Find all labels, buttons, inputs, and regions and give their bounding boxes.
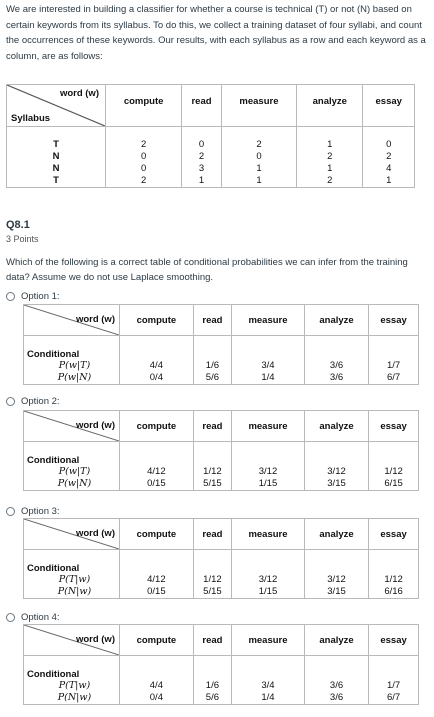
corner-syllabus-label: Syllabus [11, 113, 51, 124]
option-1-radio[interactable] [6, 291, 60, 302]
table-cell: 0/4 [120, 372, 194, 385]
conditional-label: Conditional [24, 562, 120, 574]
table-cell: 0 [221, 151, 296, 163]
intro-text: We are interested in building a classifier for whether a course is technical (T) or not (N) based on certain keywords from its syllabus. To do this, we collect a training dataset of four syllabi, and count the occurrences of these keywords. Our results, with each syllabus as a row and each keyword as a column, are as follows: [6, 4, 426, 62]
table-cell: 5/15 [193, 478, 231, 491]
column-header: analyze [304, 411, 368, 442]
column-header: compute [120, 305, 194, 336]
table-cell: 1 [221, 175, 296, 188]
corner-word-label: word (w) [75, 634, 115, 645]
table-cell: 0 [106, 163, 182, 175]
table-row [7, 139, 415, 151]
column-header: measure [232, 625, 305, 656]
table-cell: 1/6 [193, 680, 231, 692]
column-header: compute [120, 625, 194, 656]
table-cell: 1/15 [232, 478, 305, 491]
column-header: measure [232, 305, 305, 336]
table-corner-cell [24, 625, 120, 656]
prob-label: P(T|w) [24, 574, 120, 586]
table-cell: 2 [221, 139, 296, 151]
table-cell: 5/6 [193, 692, 231, 705]
row-label: N [7, 163, 106, 175]
radio-button-icon[interactable] [6, 397, 15, 406]
prob-label: P(w|N) [24, 372, 120, 385]
column-header: compute [120, 519, 194, 550]
table-cell: 1/7 [369, 680, 419, 692]
table-row [24, 478, 419, 491]
column-header: essay [369, 625, 419, 656]
option-label: Option 4: [21, 612, 60, 623]
table-cell: 1/4 [232, 692, 305, 705]
table-row [7, 175, 415, 188]
table-cell: 3/15 [304, 586, 368, 599]
question-points: 3 Points [6, 234, 39, 244]
column-header: read [193, 305, 231, 336]
table-cell: 2 [297, 151, 363, 163]
column-header: measure [221, 85, 296, 127]
table-row [7, 151, 415, 163]
option-2-table [23, 410, 419, 491]
option-3-radio[interactable] [6, 506, 60, 517]
table-cell: 3/15 [304, 478, 368, 491]
question-text: Which of the following is a correct table of conditional probabilities we can infer from the training data? Assume we do not use Laplace smoothing. [6, 257, 408, 283]
table-cell: 1 [363, 175, 415, 188]
table-cell: 1/6 [193, 360, 231, 372]
training-data-table [6, 84, 415, 188]
prob-label: P(N|w) [24, 692, 120, 705]
table-cell: 5/6 [193, 372, 231, 385]
table-cell: 3/6 [304, 680, 368, 692]
row-label: N [7, 151, 106, 163]
table-cell: 1/12 [369, 574, 419, 586]
table-cell: 1/12 [193, 466, 231, 478]
option-2-radio[interactable] [6, 396, 60, 407]
question-title: Q8.1 [6, 219, 30, 231]
table-row [24, 372, 419, 385]
corner-word-label: word (w) [75, 314, 115, 325]
option-3-table [23, 518, 419, 599]
table-cell: 4/12 [120, 466, 194, 478]
table-cell: 2 [363, 151, 415, 163]
table-cell: 1 [297, 139, 363, 151]
table-cell: 4 [363, 163, 415, 175]
column-header: read [182, 85, 222, 127]
table-cell: 3/4 [232, 360, 305, 372]
table-cell: 5/15 [193, 586, 231, 599]
table-cell: 6/16 [369, 586, 419, 599]
table-cell: 4/12 [120, 574, 194, 586]
table-cell: 3/12 [232, 574, 305, 586]
option-4-table [23, 624, 419, 705]
radio-button-icon[interactable] [6, 507, 15, 516]
table-corner-cell [24, 519, 120, 550]
prob-label: P(N|w) [24, 586, 120, 599]
conditional-label: Conditional [24, 668, 120, 680]
table-cell: 3/6 [304, 372, 368, 385]
column-header: compute [106, 85, 182, 127]
table-corner-cell [7, 85, 106, 127]
table-cell: 1/12 [193, 574, 231, 586]
table-cell: 0 [363, 139, 415, 151]
table-cell: 0/4 [120, 692, 194, 705]
column-header: analyze [304, 625, 368, 656]
table-cell: 1/12 [369, 466, 419, 478]
table-cell: 3/12 [304, 574, 368, 586]
table-cell: 3/6 [304, 692, 368, 705]
column-header: essay [369, 305, 419, 336]
column-header: essay [363, 85, 415, 127]
option-4-radio[interactable] [6, 612, 60, 623]
table-row [24, 360, 419, 372]
column-header: read [193, 519, 231, 550]
table-cell: 3/4 [232, 680, 305, 692]
column-header: analyze [297, 85, 363, 127]
prob-label: P(w|T) [24, 360, 120, 372]
table-cell: 0 [182, 139, 222, 151]
table-cell: 3 [182, 163, 222, 175]
table-cell: 2 [297, 175, 363, 188]
table-cell: 2 [106, 175, 182, 188]
table-corner-cell [24, 305, 120, 336]
table-cell: 3/6 [304, 360, 368, 372]
column-header: measure [232, 411, 305, 442]
table-cell: 0/15 [120, 586, 194, 599]
conditional-label: Conditional [24, 348, 120, 360]
prob-label: P(w|T) [24, 466, 120, 478]
column-header: compute [120, 411, 194, 442]
corner-word-label: word (w) [75, 420, 115, 431]
table-row [24, 680, 419, 692]
column-header: essay [369, 519, 419, 550]
option-label: Option 3: [21, 506, 60, 517]
table-cell: 0/15 [120, 478, 194, 491]
option-label: Option 2: [21, 396, 60, 407]
prob-label: P(w|N) [24, 478, 120, 491]
row-label: T [7, 175, 106, 188]
option-1-table [23, 304, 419, 385]
corner-word-label: word (w) [59, 88, 99, 99]
table-cell: 4/4 [120, 680, 194, 692]
table-cell: 4/4 [120, 360, 194, 372]
row-label: T [7, 139, 106, 151]
table-cell: 1/7 [369, 360, 419, 372]
column-header: measure [232, 519, 305, 550]
table-cell: 0 [106, 151, 182, 163]
table-corner-cell [24, 411, 120, 442]
table-row [24, 692, 419, 705]
column-header: analyze [304, 519, 368, 550]
radio-button-icon[interactable] [6, 613, 15, 622]
conditional-label: Conditional [24, 454, 120, 466]
column-header: read [193, 625, 231, 656]
option-label: Option 1: [21, 291, 60, 302]
column-header: analyze [304, 305, 368, 336]
column-header: read [193, 411, 231, 442]
table-cell: 6/7 [369, 692, 419, 705]
table-cell: 6/7 [369, 372, 419, 385]
table-cell: 1 [221, 163, 296, 175]
table-cell: 3/12 [232, 466, 305, 478]
table-cell: 3/12 [304, 466, 368, 478]
table-row [24, 586, 419, 599]
table-row [7, 163, 415, 175]
table-row [24, 466, 419, 478]
table-cell: 6/15 [369, 478, 419, 491]
table-cell: 1/15 [232, 586, 305, 599]
corner-word-label: word (w) [75, 528, 115, 539]
column-header: essay [369, 411, 419, 442]
table-cell: 1 [182, 175, 222, 188]
table-cell: 2 [182, 151, 222, 163]
table-cell: 1/4 [232, 372, 305, 385]
table-cell: 2 [106, 139, 182, 151]
radio-button-icon[interactable] [6, 292, 15, 301]
table-cell: 1 [297, 163, 363, 175]
prob-label: P(T|w) [24, 680, 120, 692]
table-row [24, 574, 419, 586]
